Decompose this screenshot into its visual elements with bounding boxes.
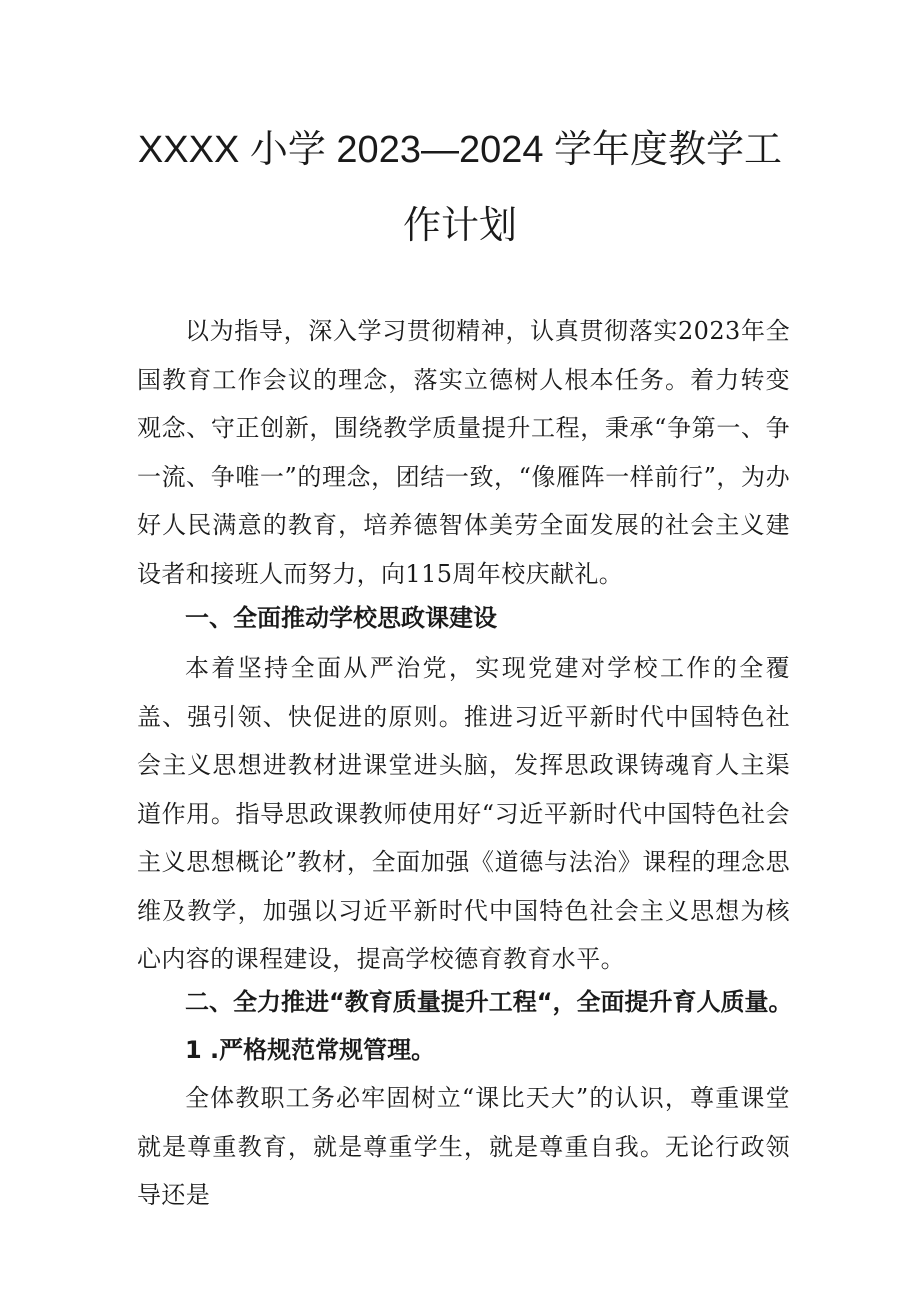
section2-heading: 二、全力推进“教育质量提升工程“，全面提升育人质量。 [185, 988, 793, 1016]
section1-heading: 一、全面推动学校思政课建设 [185, 604, 497, 632]
intro-paragraph: 以为指导，深入学习贯彻精神，认真贯彻落实2023年全国教育工作会议的理念，落实立德树人根本任务。着力转变观念、守正创新，围绕教学质量提升工程，秉承“争第一、争一流、争唯一”的理念，团结一致，“像雁阵一样前行”，为办好人民满意的教育，培养德智体美劳全面发展的社会主义建设者和接班人而努力，向115周年校庆献礼。 [137, 317, 790, 588]
document-title-line2: 作计划 [402, 205, 517, 247]
section1-paragraph: 本着坚持全面从严治党，实现党建对学校工作的全覆盖、强引领、快促进的原则。推进习近平新时代中国特色社会主义思想进教材进课堂进头脑，发挥思政课铸魂育人主渠道作用。指导思政课教师使用好“习近平新时代中国特色社会主义思想概论”教材，全面加强《道德与法治》课程的理念思维及教学，加强以习近平新时代中国特色社会主义思想为核心内容的课程建设，提高学校德育教育水平。 [137, 654, 790, 973]
subsection1-paragraph: 全体教职工务必牢固树立“课比天大”的认识，尊重课堂就是尊重教育，就是尊重学生，就是尊重自我。无论行政领导还是 [137, 1084, 790, 1209]
document-title-line1: XXXX 小学 2023—2024 学年度教学工 [137, 129, 783, 171]
subsection1-heading: 1 .严格规范常规管理。 [185, 1036, 436, 1064]
